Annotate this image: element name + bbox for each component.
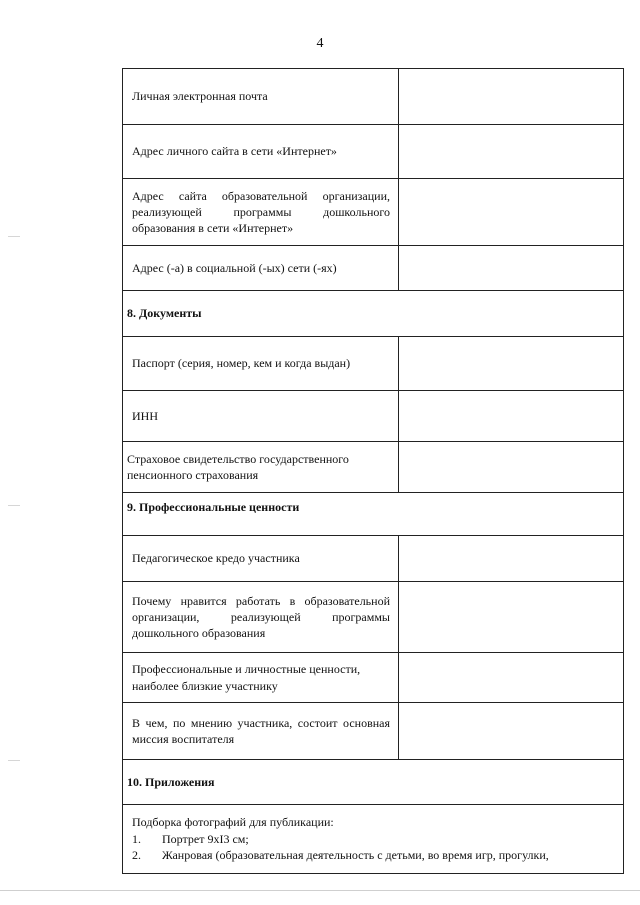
appendix-item-1 <box>132 831 615 848</box>
row-personal-website <box>123 125 624 179</box>
row-passport-value-cell <box>399 337 624 391</box>
section-documents-row <box>123 291 624 337</box>
row-personal-website-value-cell <box>399 125 624 179</box>
section-professional-values-title: 9. Профессиональные ценности <box>127 500 300 514</box>
row-insurance-certificate-label: Страховое свидетельство государственного пенсионного страхования <box>127 451 349 482</box>
row-values-label-cell <box>123 653 399 703</box>
row-inn <box>123 391 624 442</box>
page-number: 4 <box>316 36 324 51</box>
row-passport-label: Паспорт (серия, номер, кем и когда выдан) <box>132 356 351 371</box>
row-personal-email-value-cell <box>399 69 624 125</box>
row-personal-website-label: Адрес личного сайта в сети «Интернет» <box>132 144 337 159</box>
section-professional-values-row <box>123 493 624 536</box>
application-form-table <box>122 68 624 874</box>
row-mission-value-cell <box>399 703 624 760</box>
scan-mark <box>8 760 20 761</box>
section-appendices-row <box>123 760 624 805</box>
row-social-networks <box>123 246 624 291</box>
row-insurance-certificate-value-cell <box>399 442 624 493</box>
row-passport <box>123 337 624 391</box>
row-social-networks-label: Адрес (-а) в социальной (-ых) сети (-ях) <box>132 260 337 275</box>
appendix-item-2 <box>132 847 615 864</box>
section-professional-values-cell <box>123 493 624 536</box>
appendix-item-2-number: 2. <box>132 848 141 863</box>
row-passport-label-cell <box>123 337 399 391</box>
appendix-item-1-text: Портрет 9хI3 см; <box>162 831 249 846</box>
appendix-item-2-text: Жанровая (образовательная деятельность с детьми, во время игр, прогулки, <box>162 848 549 863</box>
appendices-intro: Подборка фотографий для публикации: <box>132 814 334 829</box>
row-why-like-work-label-cell <box>123 582 399 653</box>
row-why-like-work-value-cell <box>399 582 624 653</box>
scan-mark <box>8 236 20 237</box>
row-why-like-work <box>123 582 624 653</box>
row-mission-label: В чем, по мнению участника, состоит основная миссия воспитателя <box>132 715 390 746</box>
row-appendices-content <box>123 805 624 874</box>
row-organization-website-label: Адрес сайта образовательной организации, реализующей программы дошкольного образования в сети «Интернет» <box>132 188 390 236</box>
row-pedagogical-credo-label-cell <box>123 536 399 582</box>
row-social-networks-value-cell <box>399 246 624 291</box>
row-values-value-cell <box>399 653 624 703</box>
row-pedagogical-credo-label: Педагогическое кредо участника <box>132 551 300 566</box>
row-inn-label: ИНН <box>132 408 158 423</box>
row-mission <box>123 703 624 760</box>
row-why-like-work-label: Почему нравится работать в образовательной организации, реализующей программы дошкольного образования <box>132 593 390 641</box>
row-personal-email-label-cell <box>123 69 399 125</box>
row-personal-website-label-cell <box>123 125 399 179</box>
row-inn-value-cell <box>399 391 624 442</box>
row-pedagogical-credo <box>123 536 624 582</box>
row-insurance-certificate <box>123 442 624 493</box>
scan-edge-line <box>0 890 640 891</box>
section-appendices-title: 10. Приложения <box>127 774 215 789</box>
row-pedagogical-credo-value-cell <box>399 536 624 582</box>
appendices-content <box>123 814 623 864</box>
row-organization-website-value-cell <box>399 179 624 246</box>
row-values-label: Профессиональные и личностные ценности, наиболее близкие участнику <box>132 662 361 693</box>
appendix-item-1-number: 1. <box>132 831 141 846</box>
row-social-networks-label-cell <box>123 246 399 291</box>
scan-mark <box>8 505 20 506</box>
row-inn-label-cell <box>123 391 399 442</box>
row-organization-website <box>123 179 624 246</box>
row-personal-email-label: Личная электронная почта <box>132 89 268 104</box>
row-organization-website-label-cell <box>123 179 399 246</box>
section-documents-cell <box>123 291 624 337</box>
row-mission-label-cell <box>123 703 399 760</box>
section-appendices-cell <box>123 760 624 805</box>
section-documents-title: 8. Документы <box>127 306 202 321</box>
row-insurance-certificate-label-cell <box>123 442 399 493</box>
row-personal-email <box>123 69 624 125</box>
appendices-content-cell <box>123 805 624 874</box>
row-values <box>123 653 624 703</box>
